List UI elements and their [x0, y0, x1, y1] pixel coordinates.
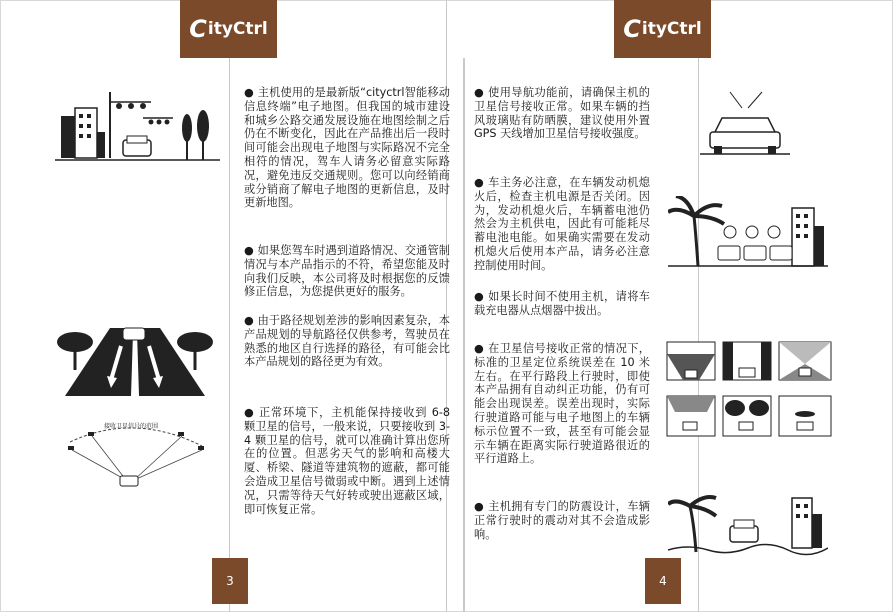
right-paragraph-3: ● 如果长时间不使用主机，请将车载充电器从点烟器中拔出。 — [474, 290, 650, 317]
logo-text: ityCtrl — [641, 19, 702, 39]
left-paragraph-3: ● 由于路径规划差涉的影响因素复杂，本产品规划的导航路径仅供参考，驾驶员在熟悉的地区自行选择的路径，有可能会比本产品规划的路径更为有效。 — [244, 314, 450, 369]
right-paragraph-2: ● 车主务必注意，在车辆发动机熄火后，检查主机电源是否关闭。因为，发动机熄火后，车辆蓄电池仍然会为主机供电，因此有可能耗尽蓄电池电能。如果确实需要在发动机熄火后使用本产品，请务必注意控制使用时间。 — [474, 176, 650, 272]
satellite-label: 接收卫星信号的范围 — [104, 423, 159, 430]
logo-initial: C — [189, 15, 207, 43]
left-paragraph-2: ● 如果您驾车时遇到道路情况、交通管制情况与本产品指示的不符，希望您能及时向我们反映，本公司将及时根据您的反馈修正信息，为您提供更好的服务。 — [244, 244, 450, 299]
car-front-illustration — [700, 90, 790, 160]
satellite-reception-illustration — [62, 418, 212, 490]
page-number-left: 3 — [212, 558, 248, 604]
bumpy-road-illustration — [668, 494, 828, 556]
parked-cars-illustration — [668, 196, 828, 274]
left-paragraph-1: ● 主机使用的是最新版“cityctrl智能移动信息终端”电子地图。但我国的城市建设和城乡公路交通发展设施在地图绘制之后仍在不断变化，因此在产品推出后一段时间可能会出现电子地图与实际路况不完全相符的情况，驾车人请务必留意实际路况，避免违反交通规则。您可以向经销商或分销商了解电子地图的更新信息，及时更新地图。 — [244, 86, 450, 210]
page-number-right: 4 — [645, 558, 681, 604]
signal-environment-grid — [665, 340, 835, 470]
left-logo — [180, 0, 277, 58]
right-paragraph-5: ● 主机拥有专门的防震设计，车辆正常行驶时的震动对其不会造成影响。 — [474, 500, 650, 541]
road-route-illustration — [55, 318, 215, 398]
right-paragraph-4: ● 在卫星信号接收正常的情况下，标准的卫星定位系统误差在 10 米左右。在平行路段上行驶时，即使本产品拥有自动纠正功能，仍有可能会出现误差。误差出现时，实际行驶道路可能与电子地图上的车辆标示位置不一致，甚至有可能会显示车辆在距离实际行驶道路很近的平行道路上。 — [474, 342, 650, 466]
logo-initial: C — [623, 15, 641, 43]
logo-text: ityCtrl — [207, 19, 268, 39]
right-logo — [614, 0, 711, 58]
left-paragraph-4: ● 正常环境下，主机能保持接收到 6-8 颗卫星的信号，一般来说，只要接收到 3-4 颗卫星的信号，就可以准确计算出您所在的位置。但恶劣天气的影响和高楼大厦、桥梁、隧道等建筑物的遮蔽，都可能会造成卫星信号微弱或中断。遇到上述情况，只需等待天气好转或驶出遮蔽区域，即可恢复正常。 — [244, 406, 450, 516]
city-traffic-illustration — [55, 88, 220, 168]
right-paragraph-1: ● 使用导航功能前，请确保主机的卫星信号接收正常。如果车辆的挡风玻璃贴有防晒膜，建议使用外置 GPS 天线增加卫星信号接收强度。 — [474, 86, 650, 141]
